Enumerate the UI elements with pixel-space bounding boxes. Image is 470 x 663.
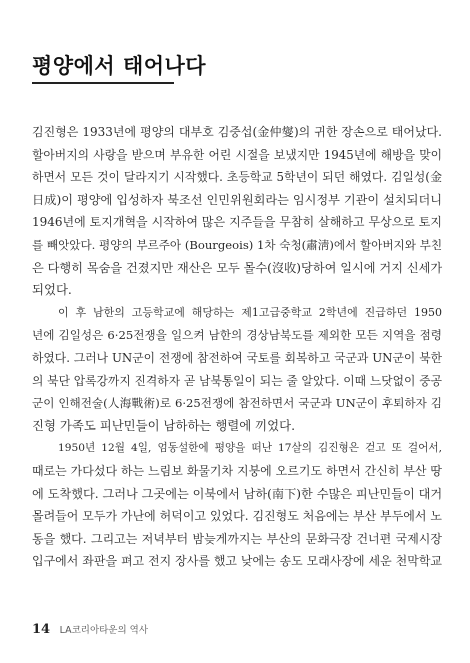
text-line: 군이 인해전술(人海戰術)로 6·25전쟁에 참전하면서 국군과 UN군이 후퇴하자 김: [32, 396, 442, 411]
page-footer: [32, 623, 148, 638]
text-line: 은 다행히 목숨을 건졌지만 재산은 모두 몰수(沒收)당하여 일시에 거지 신세가: [32, 260, 443, 275]
text-line: 1950년 12월 4일, 엄동설한에 평양을 떠난 17살의 김진형은 걷고 또 걸어서,: [58, 442, 442, 455]
running-title: LA코리아타운의 역사: [59, 625, 149, 636]
text-line: 때로는 가다섰다 하는 느림보 화물기차 지붕에 오르기도 하면서 간신히 부산 땅: [32, 463, 442, 478]
chapter-title: 평양에서 태어나다: [32, 54, 207, 78]
text-line: 되었다.: [32, 282, 72, 298]
paragraph: [32, 437, 442, 573]
text-line: 를 빼앗았다. 평양의 부르주아 (Bourgeois) 1차 숙청(肅淸)에서 할아버지와 부친: [32, 237, 443, 252]
text-line: 의 북단 압록강까지 진격하자 곧 남북통일이 되는 줄 알았다. 이때 느닷없이 중공: [32, 373, 442, 388]
text-line: 에 도착했다. 그러나 그곳에는 이북에서 남하(南下)한 수많은 피난민들이 대거: [32, 486, 443, 501]
text-line: 몰려들어 모두가 가난에 허덕이고 있었다. 김진형도 처음에는 부산 부두에서 노: [32, 509, 442, 524]
text-line: 日成)이 평양에 입성하자 북조선 인민위원회라는 임시정부 기관이 설치되더니: [32, 192, 442, 207]
text-line: 1946년에 토지개혁을 시작하여 많은 지주들을 무참히 살해하고 무상으로 토지: [32, 215, 442, 230]
text-line: 할아버지의 사랑을 받으며 부유한 어린 시절을 보냈지만 1945년에 해방을 맞이: [32, 147, 442, 162]
text-line: 진형 가족도 피난민들이 남하하는 행렬에 끼었다.: [32, 417, 296, 433]
text-line: 입구에서 좌판을 펴고 전지 장사를 했고 낮에는 송도 모래사장에 세운 천막학교: [32, 554, 442, 569]
text-line: 동을 했다. 그리고는 저녁부터 밤늦게까지는 부산의 문화극장 건너편 국제시장: [32, 531, 442, 546]
text-line: 년에 김일성은 6·25전쟁을 일으켜 남한의 경상남북도를 제외한 모든 지역을 점령: [32, 328, 442, 343]
paragraph: [32, 302, 442, 438]
text-line: 김진형은 1933년에 평양의 대부호 김중섭(金仲燮)의 귀한 장손으로 태어났다.: [32, 125, 442, 139]
title-underline: [32, 82, 174, 84]
text-line: 하면서 모든 것이 달라지기 시작했다. 초등학교 5학년이 되던 해였다. 김일성(金: [32, 170, 442, 185]
page-number: 14: [32, 622, 51, 637]
text-line: 하였다. 그러나 UN군이 전쟁에 참전하여 국토를 회복하고 국군과 UN군이 북한: [32, 350, 442, 365]
body-text: [32, 121, 442, 573]
paragraph: [32, 121, 442, 302]
text-line: 이 후 남한의 고등학교에 해당하는 제1고급중학교 2학년에 진급하던 1950: [58, 305, 442, 319]
